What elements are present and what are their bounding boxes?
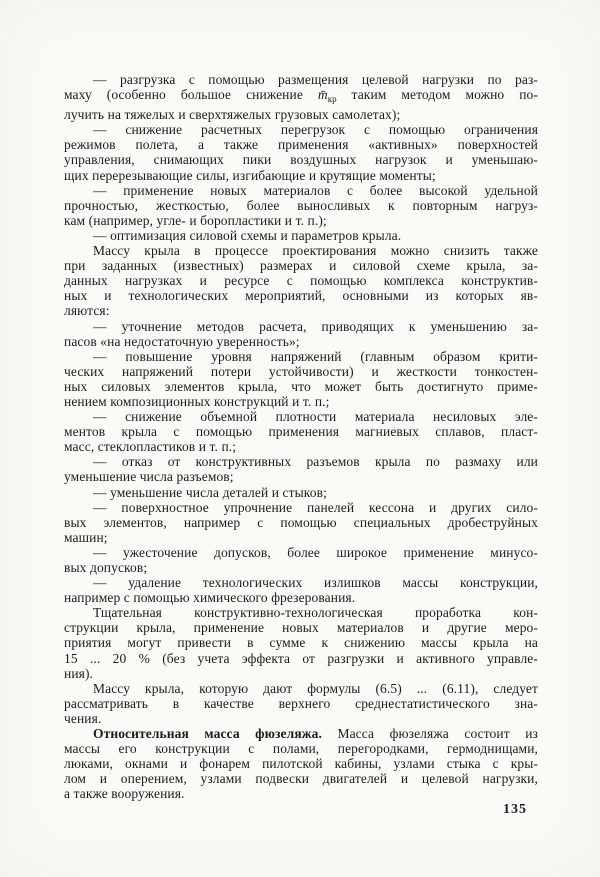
text-segment: масс, стеклопластиков и т. п.; bbox=[64, 439, 237, 455]
text-segment: — уточнение методов расчета, приводящих к уменьшению за- bbox=[93, 318, 538, 334]
text-segment: управления, снимающих пики воздушных нагрузок и уменьшаю- bbox=[64, 152, 538, 168]
text-segment: Тщательная конструктивно-технологическая проработка кон- bbox=[93, 605, 538, 621]
text-segment: ных силовых элементов крыла, что может быть достигнуто приме- bbox=[64, 378, 538, 394]
text-segment: — поверхностное упрочнение панелей кессона и других сило- bbox=[93, 499, 538, 515]
text-line bbox=[64, 424, 538, 439]
text-line bbox=[64, 87, 538, 107]
text-segment: уменьшение числа разъемов; bbox=[64, 469, 234, 485]
text-segment: лом и оперением, узлами подвески двигателей и целевой нагрузки, bbox=[64, 771, 538, 787]
text-segment: кам (например, угле- и боропластики и т. п.); bbox=[64, 212, 327, 228]
text-line bbox=[64, 681, 538, 696]
text-segment: ния). bbox=[64, 665, 94, 681]
text-line bbox=[64, 213, 538, 228]
text-line bbox=[64, 258, 538, 273]
text-line bbox=[64, 334, 538, 349]
text-line bbox=[64, 288, 538, 303]
text-segment: пасов «на недостаточную уверенность»; bbox=[64, 333, 300, 349]
text-line bbox=[64, 530, 538, 545]
text-segment: — удаление технологических излишков массы конструкции, bbox=[93, 575, 538, 591]
text-segment: струкции крыла, применение новых материалов и другие меро- bbox=[64, 620, 538, 636]
text-line bbox=[64, 620, 538, 635]
text-segment: — оптимизация силовой схемы и параметров крыла. bbox=[93, 227, 402, 243]
text-segment: ментов крыла с помощью применения магниевых сплавов, пласт- bbox=[64, 424, 538, 440]
text-segment: рассматривать в качестве верхнего среднестатистического зна- bbox=[64, 695, 538, 711]
text-line bbox=[64, 198, 538, 213]
text-segment: вых допусков; bbox=[64, 560, 148, 575]
text-line bbox=[64, 379, 538, 394]
text-line bbox=[64, 485, 538, 500]
text-line bbox=[64, 349, 538, 364]
text-segment-sub: кр bbox=[327, 94, 337, 105]
text-line bbox=[64, 651, 538, 666]
text-segment: — отказ от конструктивных разъемов крыла по размаху или bbox=[93, 454, 538, 470]
text-line bbox=[64, 364, 538, 379]
text-line bbox=[64, 303, 538, 318]
text-block bbox=[64, 72, 538, 802]
text-segment: вых элементов, например с помощью специальных дробеструйных bbox=[64, 514, 538, 530]
page-number: 135 bbox=[503, 802, 527, 817]
text-segment: приятия могут привести в сумме к снижению массы крыла на bbox=[64, 635, 538, 651]
text-segment: — повышение уровня напряжений (главным образом крити- bbox=[93, 348, 538, 364]
text-line bbox=[64, 545, 538, 560]
text-line bbox=[64, 107, 538, 122]
text-line bbox=[64, 394, 538, 409]
text-line bbox=[64, 183, 538, 198]
text-line bbox=[64, 786, 538, 801]
text-segment: чения. bbox=[64, 710, 102, 726]
text-segment: а также вооружения. bbox=[64, 786, 185, 802]
text-line bbox=[64, 168, 538, 183]
text-line bbox=[64, 575, 538, 590]
text-segment: — разгрузка с помощью размещения целевой нагрузки по раз- bbox=[93, 72, 538, 87]
text-segment: данных нагрузках и ресурсе с помощью комплекса конструктив- bbox=[64, 273, 538, 289]
text-line bbox=[64, 122, 538, 137]
text-line bbox=[64, 696, 538, 711]
text-line bbox=[64, 137, 538, 152]
text-segment: лучить на тяжелых и сверхтяжелых грузовых самолетах); bbox=[64, 107, 401, 123]
text-line bbox=[64, 726, 538, 741]
text-line bbox=[64, 515, 538, 530]
text-segment: — снижение расчетных перегрузок с помощью ограничения bbox=[93, 122, 538, 138]
text-segment: ческих напряжений потери устойчивости) и жесткости тонкостен- bbox=[64, 363, 538, 379]
text-segment: ляются: bbox=[64, 303, 110, 319]
text-segment: — снижение объемной плотности материала несиловых эле- bbox=[93, 409, 538, 425]
text-segment: машин; bbox=[64, 529, 108, 545]
text-segment-math: m̄ bbox=[317, 87, 328, 103]
text-segment-bold: Относительная масса фюзеляжа. bbox=[93, 726, 322, 742]
text-line bbox=[64, 319, 538, 334]
text-segment: люками, окнами и фонарем пилотской кабины, узлами стыка с кры- bbox=[64, 756, 538, 772]
text-segment: массы его конструкции с полами, перегородками, гермоднищами, bbox=[64, 741, 538, 757]
text-line bbox=[64, 635, 538, 650]
text-line bbox=[64, 666, 538, 681]
text-line bbox=[64, 409, 538, 424]
text-segment: таким методом можно по- bbox=[336, 87, 538, 103]
text-line bbox=[64, 560, 538, 575]
text-segment: при заданных (известных) размерах и силовой схеме крыла, за- bbox=[64, 258, 538, 274]
text-line bbox=[64, 605, 538, 620]
text-segment: — применение новых материалов с более высокой удельной bbox=[93, 182, 538, 198]
text-segment: — уменьшение числа деталей и стыков; bbox=[93, 484, 327, 500]
text-line bbox=[64, 439, 538, 454]
text-segment: — ужесточение допусков, более широкое применение минусо- bbox=[93, 544, 538, 560]
text-line bbox=[64, 152, 538, 167]
text-line bbox=[64, 454, 538, 469]
text-segment: прочностью, жесткостью, более выносливых к повторным нагруз- bbox=[64, 197, 538, 213]
text-segment: Массу крыла, которую дают формулы (6.5) ... (6.11), следует bbox=[93, 680, 538, 696]
text-line bbox=[64, 228, 538, 243]
text-segment: ных и технологических мероприятий, основными из которых яв- bbox=[64, 288, 538, 304]
text-segment: 15 ... 20 % (без учета эффекта от разгрузки и активного управле- bbox=[64, 650, 538, 666]
text-segment: щих перерезывающие силы, изгибающие и крутящие моменты; bbox=[64, 167, 436, 183]
text-line bbox=[64, 243, 538, 258]
text-line bbox=[64, 500, 538, 515]
text-segment: режимов полета, а также применения «активных» поверхностей bbox=[64, 137, 538, 153]
text-line bbox=[64, 72, 538, 87]
text-segment: Масса фюзеляжа состоит из bbox=[321, 726, 538, 742]
text-segment: маху (особенно большое снижение bbox=[64, 87, 318, 103]
text-line bbox=[64, 590, 538, 605]
text-line bbox=[64, 469, 538, 484]
text-segment: Массу крыла в процессе проектирования можно снизить также bbox=[93, 243, 538, 259]
text-segment: нением композиционных конструкций и т. п.; bbox=[64, 393, 330, 409]
text-line bbox=[64, 711, 538, 726]
text-segment: например с помощью химического фрезерования. bbox=[64, 590, 356, 606]
text-line bbox=[64, 741, 538, 756]
text-line bbox=[64, 771, 538, 786]
text-line bbox=[64, 273, 538, 288]
text-line bbox=[64, 756, 538, 771]
